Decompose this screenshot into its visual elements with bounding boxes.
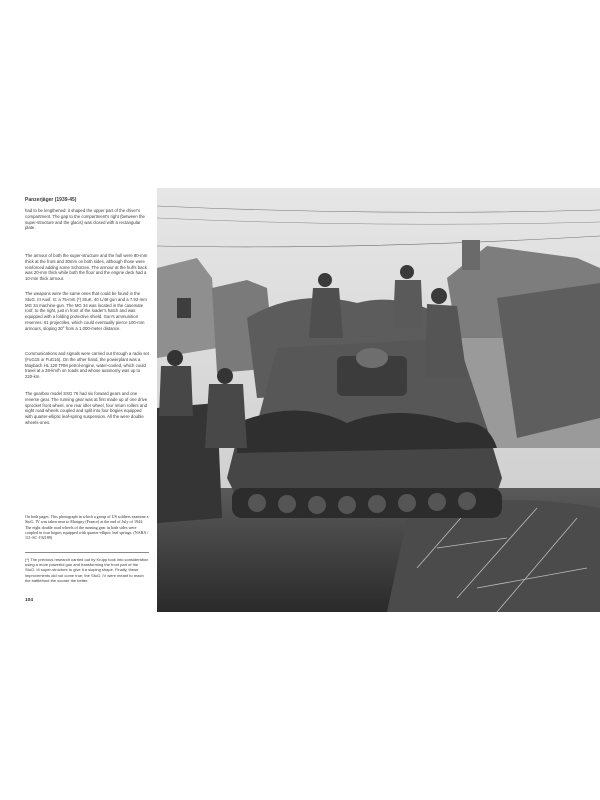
body-paragraph-1: had to be lengthened: it shaped the upper part of the driver's compartment. The gap to the compartment's right (between the super-structure and the glacis) was closed with a rectangular plate. (25, 208, 145, 231)
footnote-divider (25, 552, 149, 553)
page-number: 104 (25, 598, 34, 603)
body-paragraph-3: The weapons were the same ones that could be found in the StuG. III Ausf. G: a 75-mm (*) StuK. 40 L/48 gun and a 7.92-mm MG 34 machine-gun. The MG 34 was located in the casemate roof, to the right, just in front of the loader's hatch and was equipped with a folding protective shield. Gun's ammunition reserves: 61 projectiles, which could eventually pierce 100-mm armours, sloping 30° from a 1,000-meter distance. (25, 291, 147, 331)
war-photograph (157, 188, 600, 612)
footnote: (*) The previous research carried out by Krupp took into consideration using a more powerful gun and transforming the front part of the StuG. III super-structure to give it a sloping shape. Finally, these improvements did not come true; the StuG. IV were meant to reach the battlefront the sooner the better. (25, 557, 149, 583)
gun-barrel-end (356, 348, 388, 368)
body-paragraph-2: The armour of both the super-structure and the hull were 80-mm thick at the front and 30mm on both sides, although those were reinforced adding some Schürzen. The armour at the hull's back was 20-mm thick while both the floor and the engine deck had a 10-mm thick armour. (25, 253, 148, 281)
photo-illustration (157, 188, 600, 612)
running-head: Panzerjäger (1939-45) (25, 197, 77, 203)
photo-caption: On both pages. This photograph in which a group of US soldiers examine a StuG. IV was taken near to Marigny (France) at the end of July of 1944. The eight double road wheels of the running gear in both sides were coupled in four bogies equipped with quarter-elliptic leaf springs. (NARA / 111-SC-192189) (25, 514, 149, 541)
window (177, 298, 191, 318)
body-paragraph-4: Communications and signals were carried out through a radio set (FuG15 or FuG16). On the other hand, the powerplant was a Maybach HL 120 TRM petrol-engine, water-cooled, which could travel at a 38-km/h on roads and whose autonomy was up to 220-km. (25, 351, 149, 379)
body-paragraph-5: The gearbox model SSG 76 had six forward gears and one reverse gear. The running gear was at first made up of one drive sprocket front wheel, one rear idler wheel, four return rollers and eight road wheels coupled and split into four bogies equipped with quarter-elliptic leaf-spring suspension. All the were double wheels-ones. (25, 391, 148, 425)
chimney (462, 240, 480, 270)
